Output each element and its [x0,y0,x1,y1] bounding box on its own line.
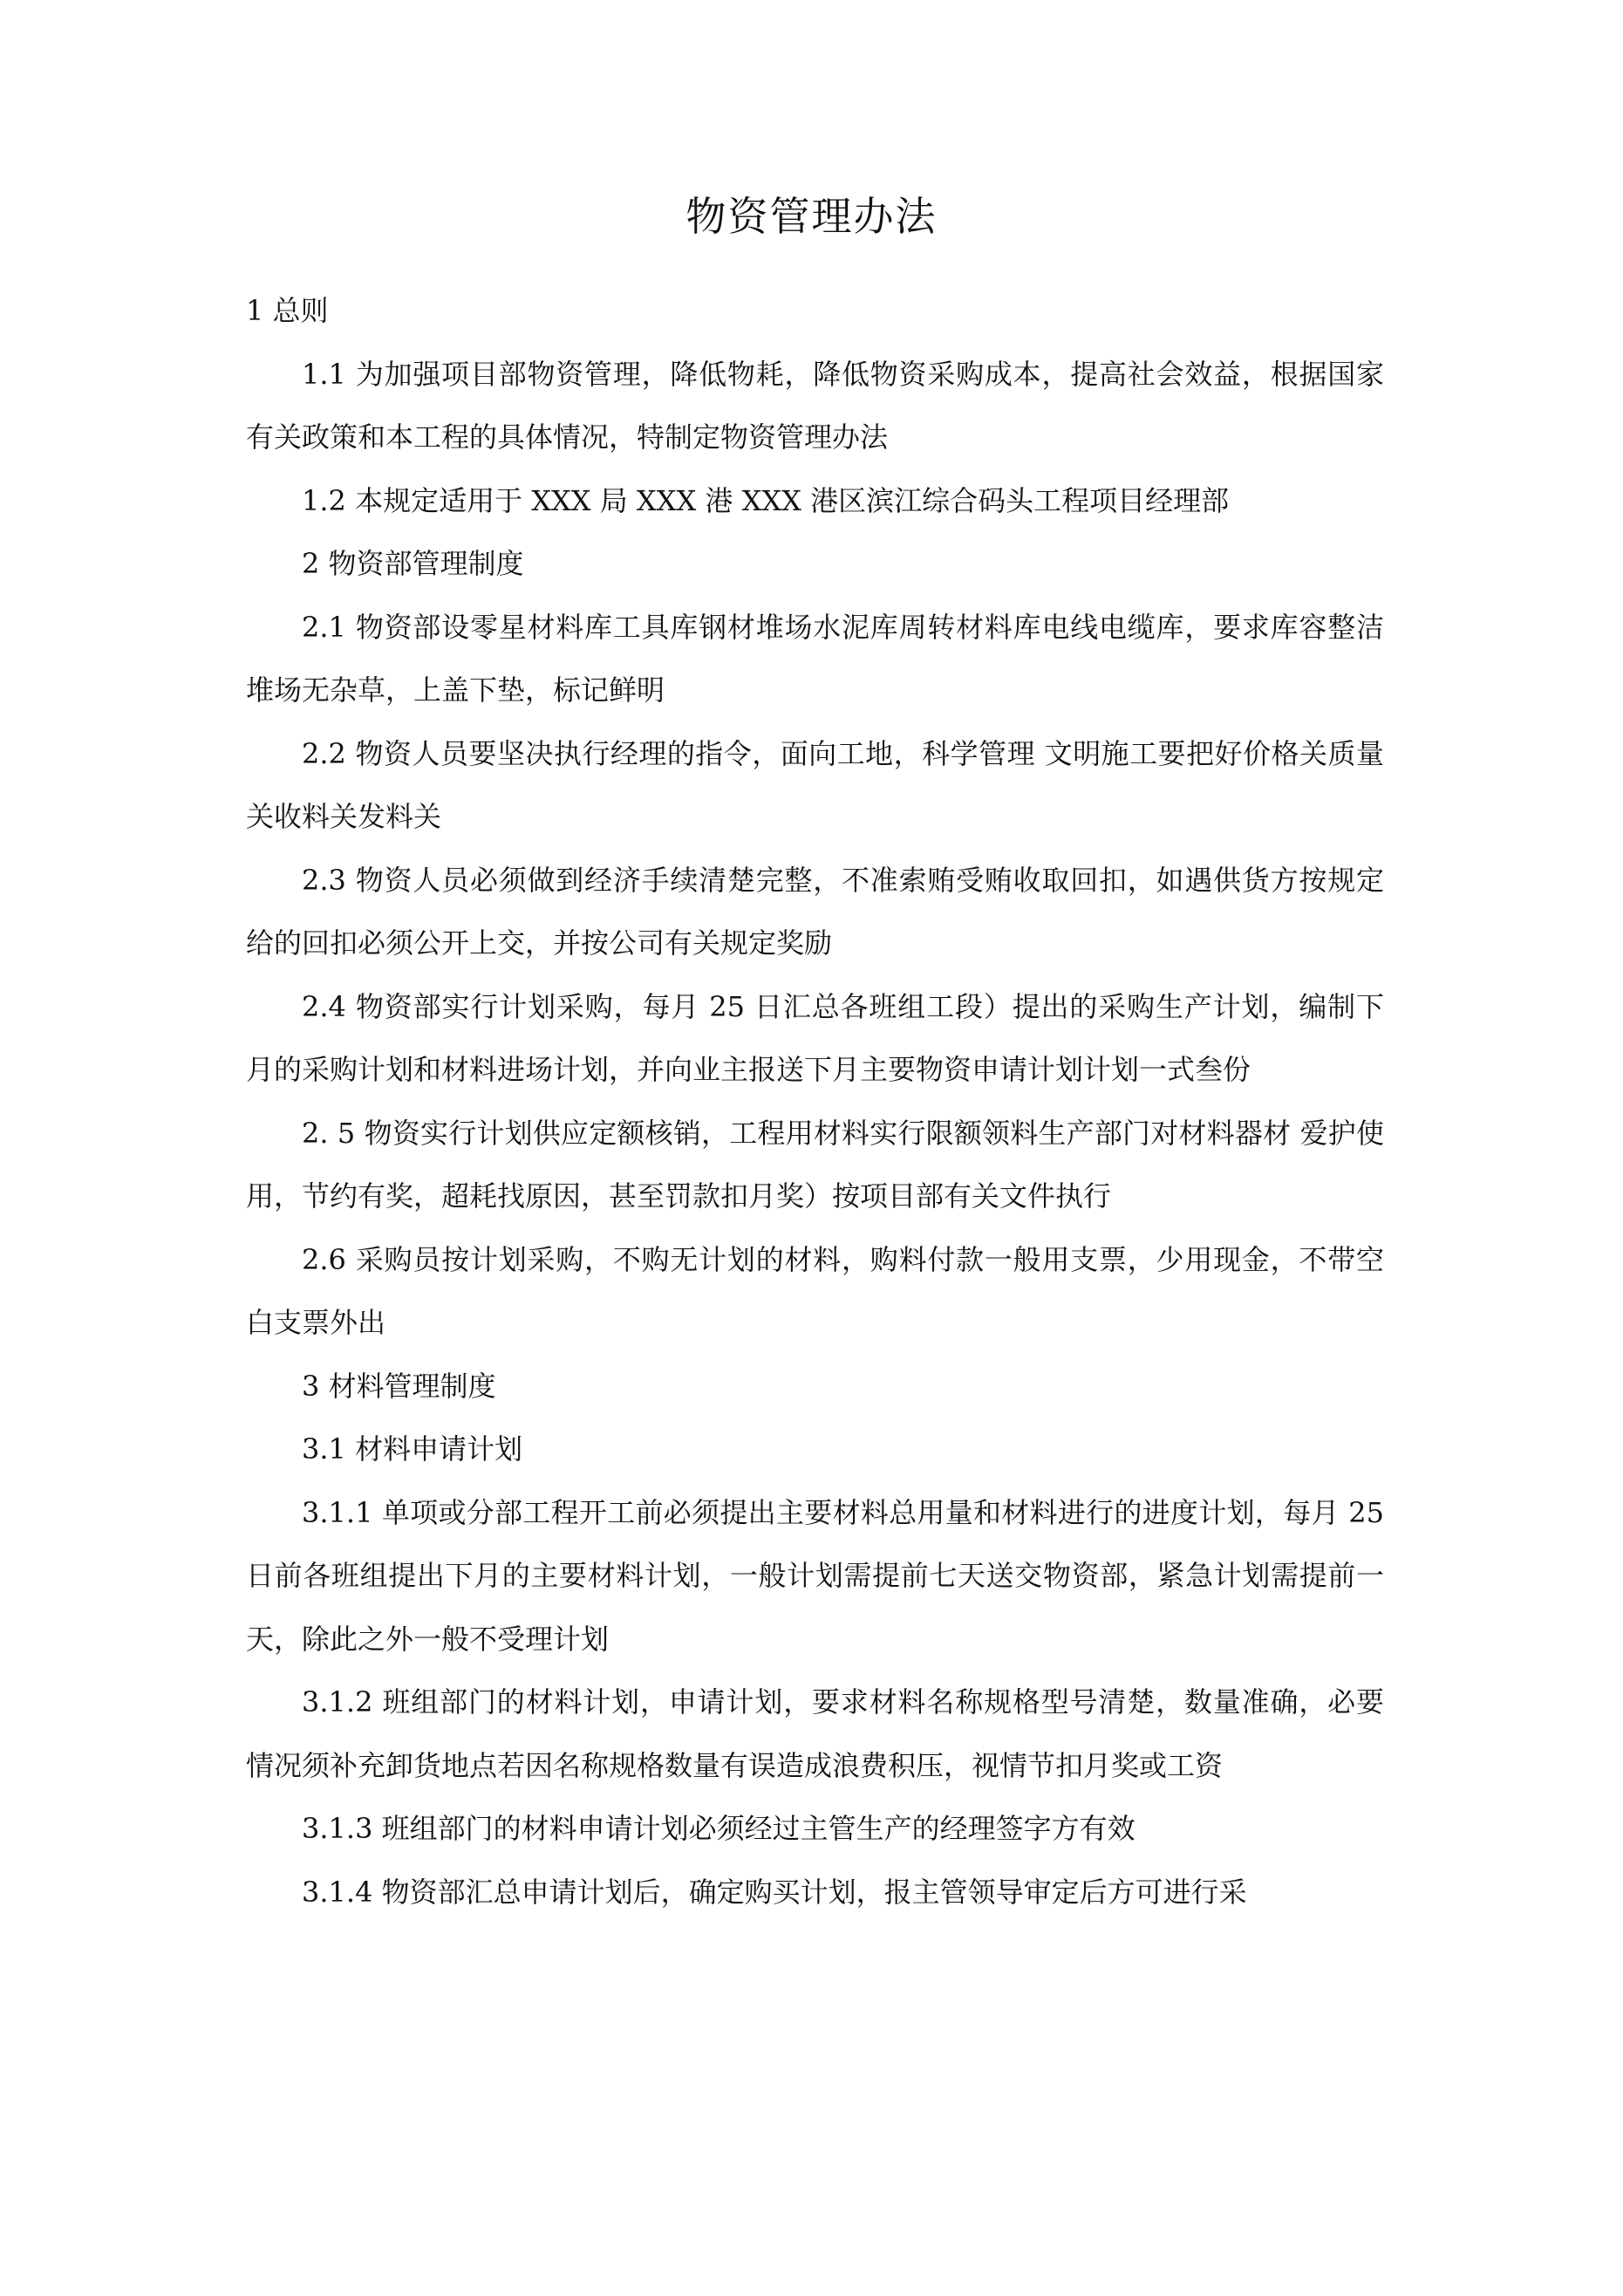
paragraph: 2 物资部管理制度 [302,547,524,580]
paragraph: 1.1 为加强项目部物资管理，降低物耗，降低物资采购成本，提高社会效益，根据国家有关政策和本工程的具体情况，特制定物资管理办法 [246,357,1384,454]
paragraph: 2.4 物资部实行计划采购，每月 25 日汇总各班组工段）提出的采购生产计划，编制下月的采购计划和材料进场计划，并向业主报送下月主要物资申请计划计划一式叁份 [246,989,1384,1086]
document-body [246,279,1384,1924]
document-title: 物资管理办法 [685,193,938,240]
paragraph: 3.1.4 物资部汇总申请计划后，确定购买计划，报主管领导审定后方可进行采 [302,1875,1247,1909]
paragraph: 2. 5 物资实行计划供应定额核销，工程用材料实行限额领料生产部门对材料器材 爱护使用，节约有奖，超耗找原因，甚至罚款扣月奖）按项目部有关文件执行 [246,1116,1384,1213]
paragraph: 2.2 物资人员要坚决执行经理的指令，面向工地，科学管理 文明施工要把好价格关质量关收料关发料关 [246,736,1384,833]
paragraph: 1 总则 [246,294,329,327]
paragraph: 3.1 材料申请计划 [302,1432,523,1466]
paragraph: 3.1.1 单项或分部工程开工前必须提出主要材料总用量和材料进行的进度计划，每月 25 日前各班组提出下月的主要材料计划，一般计划需提前七天送交物资部，紧急计划需提前一天，除此之外一般不受理计划 [246,1495,1384,1656]
paragraph: 2.3 物资人员必须做到经济手续清楚完整，不准索贿受贿收取回扣，如遇供货方按规定给的回扣必须公开上交，并按公司有关规定奖励 [246,863,1384,960]
paragraph: 2.1 物资部设零星材料库工具库钢材堆场水泥库周转材料库电线电缆库，要求库容整洁堆场无杂草，上盖下垫，标记鲜明 [246,610,1384,707]
paragraph: 3.1.3 班组部门的材料申请计划必须经过主管生产的经理签字方有效 [302,1812,1135,1845]
paragraph: 1.2 本规定适用于 XXX 局 XXX 港 XXX 港区滨江综合码头工程项目经理部 [302,483,1230,517]
paragraph: 3.1.2 班组部门的材料计划，申请计划，要求材料名称规格型号清楚，数量准确，必要情况须补充卸货地点若因名称规格数量有误造成浪费积压，视情节扣月奖或工资 [246,1685,1384,1782]
paragraph: 2.6 采购员按计划采购，不购无计划的材料，购料付款一般用支票，少用现金，不带空白支票外出 [246,1242,1384,1339]
paragraph: 3 材料管理制度 [302,1369,496,1403]
